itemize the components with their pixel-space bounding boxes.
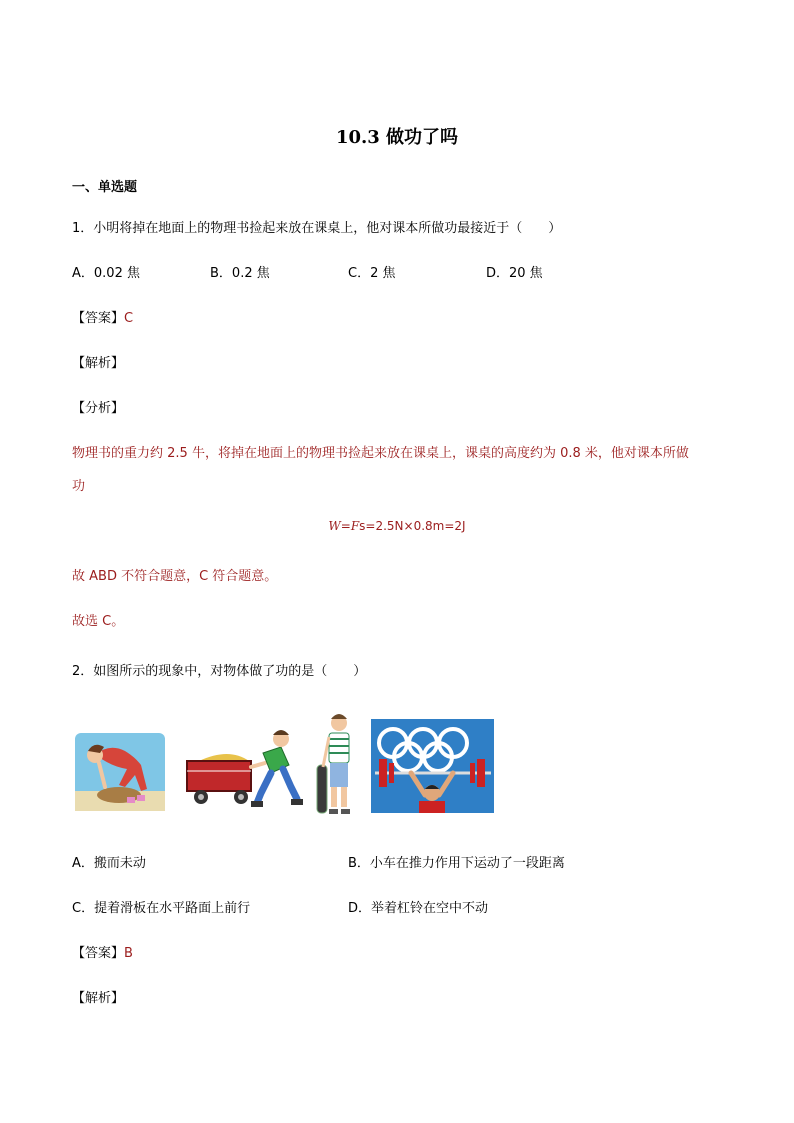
q1-option-d: D．20 焦	[486, 266, 543, 281]
q1-option-a: A．0.02 焦	[72, 266, 140, 281]
answer-label: 【答案】	[72, 311, 125, 326]
question-1-stem: 1．小明将掉在地面上的物理书捡起来放在课桌上，他对课本所做功最接近于（ ）	[72, 221, 562, 236]
q1-answer	[72, 307, 133, 326]
answer-value: C	[124, 311, 134, 326]
formula-eq: =	[340, 519, 351, 533]
q2-jiexi-label: 【解析】	[72, 991, 125, 1006]
answer-label: 【答案】	[72, 946, 125, 961]
formula-w: W	[328, 519, 341, 533]
lifting-person-image	[75, 733, 165, 811]
q1-conclusion-2: 故选 C。	[72, 614, 125, 629]
section-heading: 一、单选题	[72, 180, 138, 195]
q2-option-b: B．小车在推力作用下运动了一段距离	[348, 856, 565, 871]
q2-option-a: A．搬而未动	[72, 856, 146, 871]
pushing-cart-image	[185, 727, 310, 809]
page-title: 10.3 做功了吗	[335, 127, 459, 148]
q1-jiexi-label: 【解析】	[72, 356, 125, 371]
q2-answer	[72, 942, 133, 961]
q1-option-c: C．2 焦	[348, 266, 396, 281]
q1-option-b: B．0.2 焦	[210, 266, 270, 281]
q1-formula	[0, 519, 794, 533]
q1-fenxi-label: 【分析】	[72, 401, 125, 416]
carrying-skateboard-image	[313, 713, 358, 817]
q2-option-c: C．提着滑板在水平路面上前行	[72, 901, 251, 916]
q1-analysis-line-1: 物理书的重力约 2.5 牛，将掉在地面上的物理书捡起来放在课桌上，课桌的高度约为 0.8 米，他对课本所做	[72, 446, 689, 461]
answer-value: B	[124, 946, 133, 961]
q1-conclusion-1: 故 ABD 不符合题意，C 符合题意。	[72, 569, 278, 584]
weightlifter-image	[371, 719, 494, 813]
q1-analysis-line-2: 功	[72, 479, 86, 494]
formula-f: F	[350, 519, 360, 533]
formula-rest: s=2.5N×0.8m=2J	[359, 519, 466, 533]
q2-option-d: D．举着杠铃在空中不动	[348, 901, 489, 916]
question-2-stem: 2．如图所示的现象中，对物体做了功的是（ ）	[72, 664, 367, 679]
